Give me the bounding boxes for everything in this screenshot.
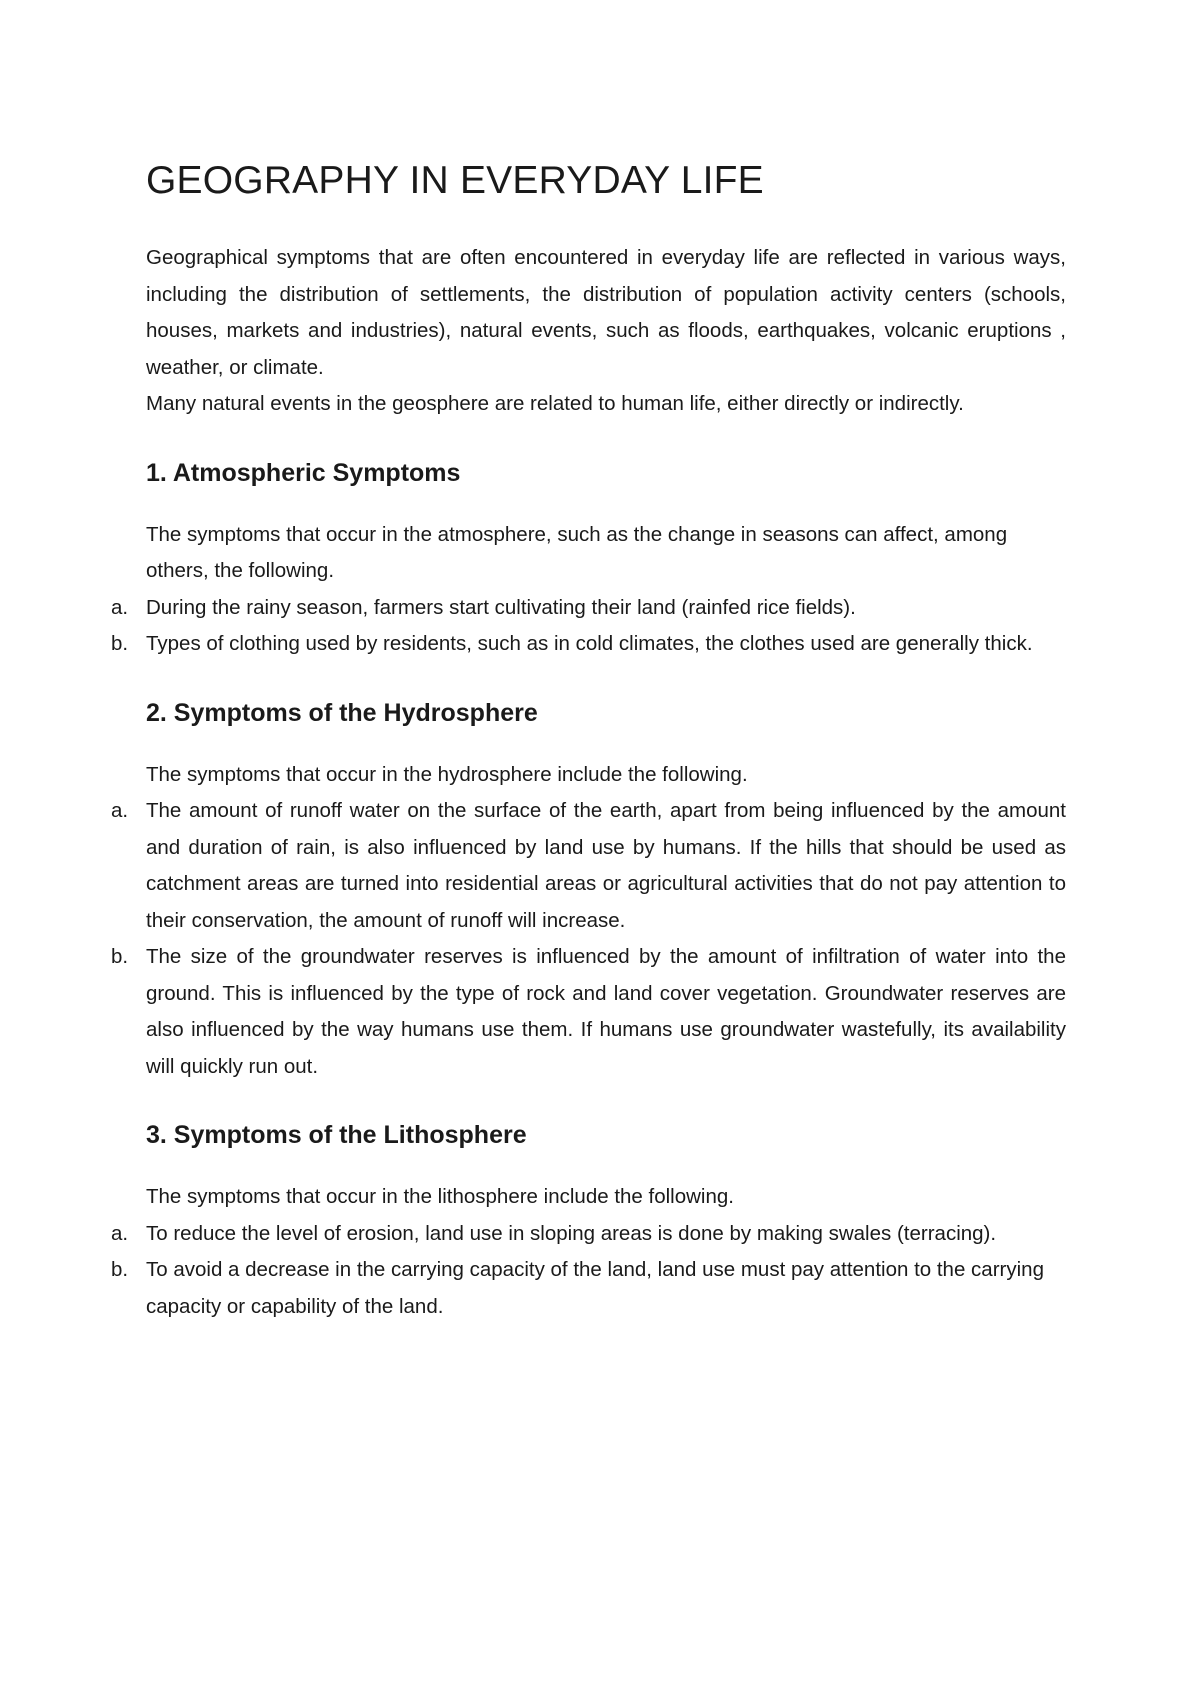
section-list	[111, 1216, 1066, 1326]
section-lead: The symptoms that occur in the hydrosphere include the following.	[146, 762, 748, 786]
intro-paragraph: Geographical symptoms that are often encountered in everyday life are reflected in various ways, including the distribution of settlements, the distribution of population activity centers (schools, houses, markets and industries), natural events, such as floods, earthquakes, volcanic eruptions , weather, or climate.	[146, 246, 1066, 379]
list-item	[111, 626, 1066, 663]
list-marker: a.	[111, 1221, 129, 1245]
list-marker: a.	[111, 595, 129, 619]
list-marker: b.	[111, 1258, 129, 1281]
document-title: GEOGRAPHY IN EVERYDAY LIFE	[146, 159, 764, 202]
section-lithosphere	[111, 1117, 1066, 1325]
list-item-text: The amount of runoff water on the surface of the earth, apart from being influenced by the amount and duration of rain, is also influenced by land use by humans. If the hills that should be used as catchment areas are turned into residential areas or agricultural activities that do not pay attention to their conservation, the amount of runoff will increase.	[146, 799, 1066, 932]
list-marker: b.	[111, 945, 129, 968]
section-atmospheric	[111, 455, 1066, 663]
list-item-text: The size of the groundwater reserves is influenced by the amount of infiltration of water into the ground. This is influenced by the type of rock and land cover vegetation. Groundwater reserves are also influenced by the way humans use them. If humans use groundwater wastefully, its availability will quickly run out.	[146, 945, 1066, 1078]
list-item	[111, 1216, 1066, 1253]
list-item	[111, 590, 1066, 627]
section-hydrosphere	[111, 695, 1066, 1086]
section-heading: 1. Atmospheric Symptoms	[146, 458, 461, 487]
intro-paragraph-second: Many natural events in the geosphere are related to human life, either directly or indirectly.	[146, 392, 964, 415]
section-heading: 2. Symptoms of the Hydrosphere	[146, 698, 538, 727]
section-heading: 3. Symptoms of the Lithosphere	[146, 1121, 527, 1149]
section-lead: The symptoms that occur in the atmosphere, such as the change in seasons can affect, among others, the following.	[146, 522, 1008, 582]
list-marker: b.	[111, 632, 129, 655]
list-item-text: To avoid a decrease in the carrying capacity of the land, land use must pay attention to the carrying capacity or capability of the land.	[146, 1258, 1044, 1318]
section-list	[111, 590, 1066, 663]
section-lead: The symptoms that occur in the lithosphere include the following.	[146, 1185, 734, 1208]
list-item	[111, 939, 1066, 1085]
section-list	[111, 793, 1066, 1085]
list-item-text: During the rainy season, farmers start cultivating their land (rainfed rice fields).	[146, 595, 856, 619]
list-item-text: To reduce the level of erosion, land use in sloping areas is done by making swales (terracing).	[146, 1221, 997, 1245]
list-item	[111, 1252, 1066, 1325]
list-item-text: Types of clothing used by residents, such as in cold climates, the clothes used are generally thick.	[146, 632, 1033, 655]
list-item	[111, 793, 1066, 939]
list-marker: a.	[111, 799, 129, 822]
